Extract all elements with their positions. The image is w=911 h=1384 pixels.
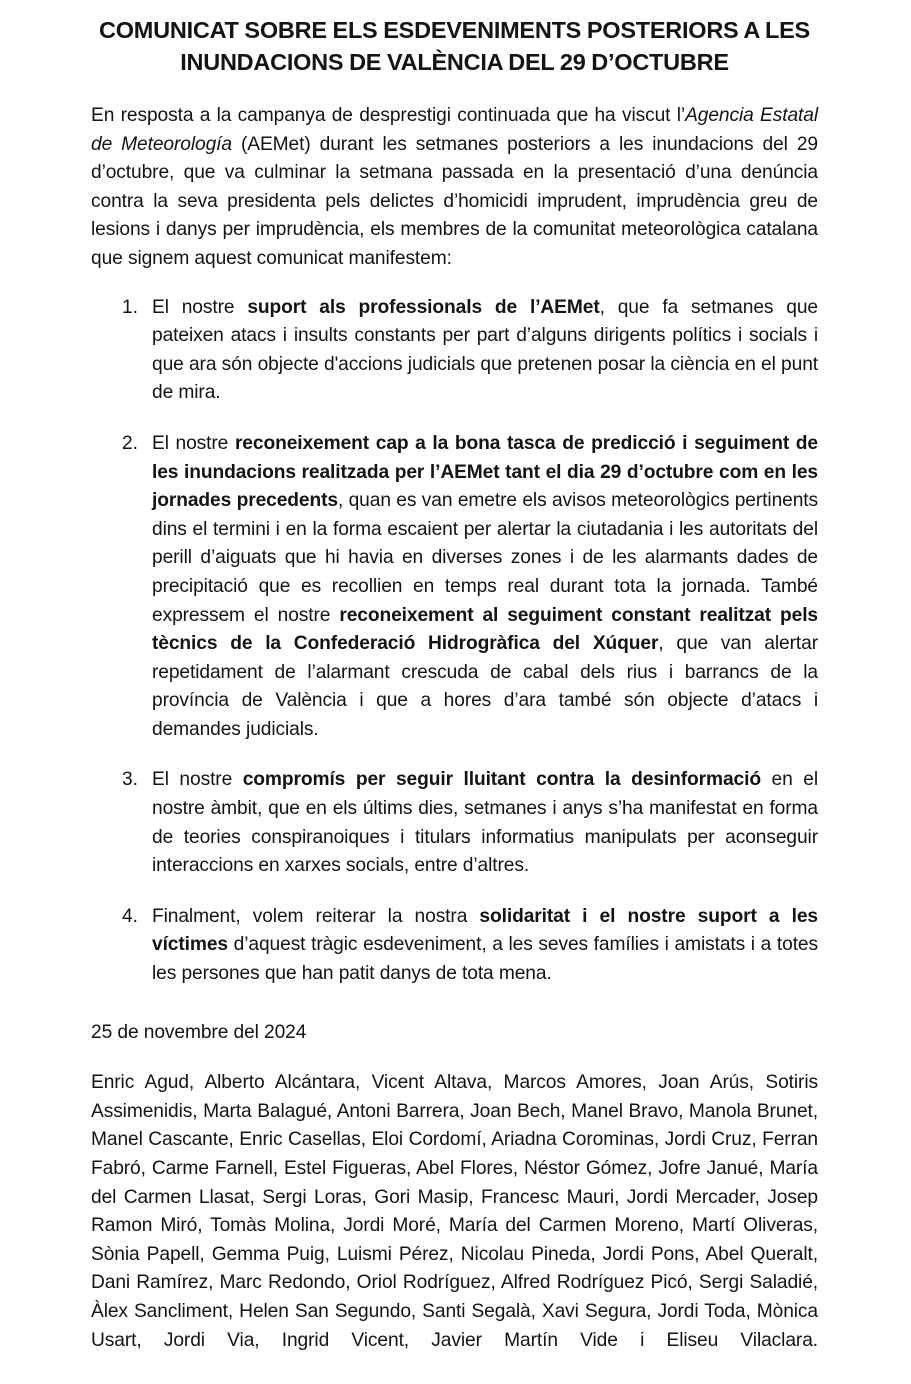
- claim-emphasis: reconeixement al seguiment constant realitzat pels tècnics de la Confederació Hidrogràfica del Xúquer: [152, 604, 818, 655]
- intro-part-2: (AEMet) durant les setmanes posteriors a les inundacions del 29 d’octubre, que va culminar la setmana passada en la presentació d’una denúncia contra la seva presidenta pels delictes d’homicidi imprudent, imprudència greu de lesions i danys per imprudència, els membres de la comunitat meteorològica catalana que signem aquest comunicat manifestem:: [91, 133, 819, 269]
- document-date: 25 de novembre del 2024: [91, 1021, 307, 1043]
- claim-item: [91, 430, 818, 745]
- claim-text: , que fa setmanes que pateixen atacs i insults constants per part d’alguns dirigents polítics i socials i que ara són objecte d'accions judicials que pretenen posar la ciència en el punt de mira.: [152, 296, 818, 404]
- claim-text: El nostre: [152, 769, 243, 791]
- claim-emphasis: reconeixement cap a la bona tasca de predicció i seguiment de les inundacions realitzada per l’AEMet tant el dia 29 d’octubre com en les jornades precedents: [152, 432, 818, 512]
- claim-emphasis: suport als professionals de l’AEMet: [247, 296, 600, 318]
- claim-text: , que van alertar repetidament de l’alarmant crescuda de cabal dels rius i barrancs de la província de València i que a hores d’ara també són objecte d’atacs i demandes judicials.: [152, 633, 818, 740]
- claim-emphasis: compromís per seguir lluitant contra la desinformació: [242, 769, 761, 791]
- intro-part-1: En resposta a la campanya de desprestigi continuada que ha viscut l’: [91, 105, 686, 126]
- intro-paragraph: [91, 102, 818, 274]
- claim-item: [91, 294, 818, 408]
- claim-text: en el nostre àmbit, que en els últims dies, setmanes i anys s’ha manifestat en forma de teories conspiranoiques i titulars informatius manipulats per aconseguir interaccions en xarxes socials, entre d’altres.: [152, 769, 818, 877]
- claim-text: , quan es van emetre els avisos meteorològics pertinents dins el termini i en la forma escaient per alertar la ciutadania i les autoritats del perill d’aiguats que hi havia en diverses zones i de les alarmants dades de precipitació que es recollien en temps real durant tota la jornada. També expressem el nostre: [152, 490, 819, 626]
- signatories-paragraph: Enric Agud, Alberto Alcántara, Vicent Altava, Marcos Amores, Joan Arús, Sotiris Assimenidis, Marta Balagué, Antoni Barrera, Joan Bech, Manel Bravo, Manola Brunet, Manel Cascante, Enric Casellas, Eloi Cordomí, Ariadna Corominas, Jordi Cruz, Ferran Fabró, Carme Farnell, Estel Figueras, Abel Flores, Néstor Gómez, Jofre Janué, María del Carmen Llasat, Sergi Loras, Gori Masip, Francesc Mauri, Jordi Mercader, Josep Ramon Miró, Tomàs Molina, Jordi Moré, María del Carmen Moreno, Martí Oliveras, Sònia Papell, Gemma Puig, Luismi Pérez, Nicolau Pineda, Jordi Pons, Abel Queralt, Dani Ramírez, Marc Redondo, Oriol Rodríguez, Alfred Rodríguez Picó, Sergi Saladié, Àlex Sancliment, Helen San Segundo, Santi Segalà, Xavi Segura, Jordi Toda, Mònica Usart, Jordi Via, Ingrid Vicent, Javier Martín Vide i Eliseu Vilaclara.: [91, 1072, 818, 1351]
- claim-text: d’aquest tràgic esdeveniment, a les seves famílies i amistats i a totes les persones que han patit danys de tota mena.: [152, 934, 818, 985]
- claim-item: [91, 903, 818, 989]
- page-title: [91, 14, 818, 78]
- title-line-2: INUNDACIONS DE VALÈNCIA DEL 29 D’OCTUBRE: [180, 49, 729, 75]
- title-line-1: COMUNICAT SOBRE ELS ESDEVENIMENTS POSTERIORS A LES: [99, 17, 810, 43]
- claims-list: [91, 294, 818, 989]
- claim-item: [91, 766, 818, 880]
- claim-emphasis: solidaritat i el nostre suport a les víctimes: [152, 905, 818, 956]
- intro-italic-agency-name: Agencia Estatal de Meteorología: [91, 105, 818, 155]
- claim-text: El nostre: [152, 296, 248, 318]
- claim-text: Finalment, volem reiterar la nostra: [152, 905, 480, 927]
- claim-text: El nostre: [152, 432, 235, 454]
